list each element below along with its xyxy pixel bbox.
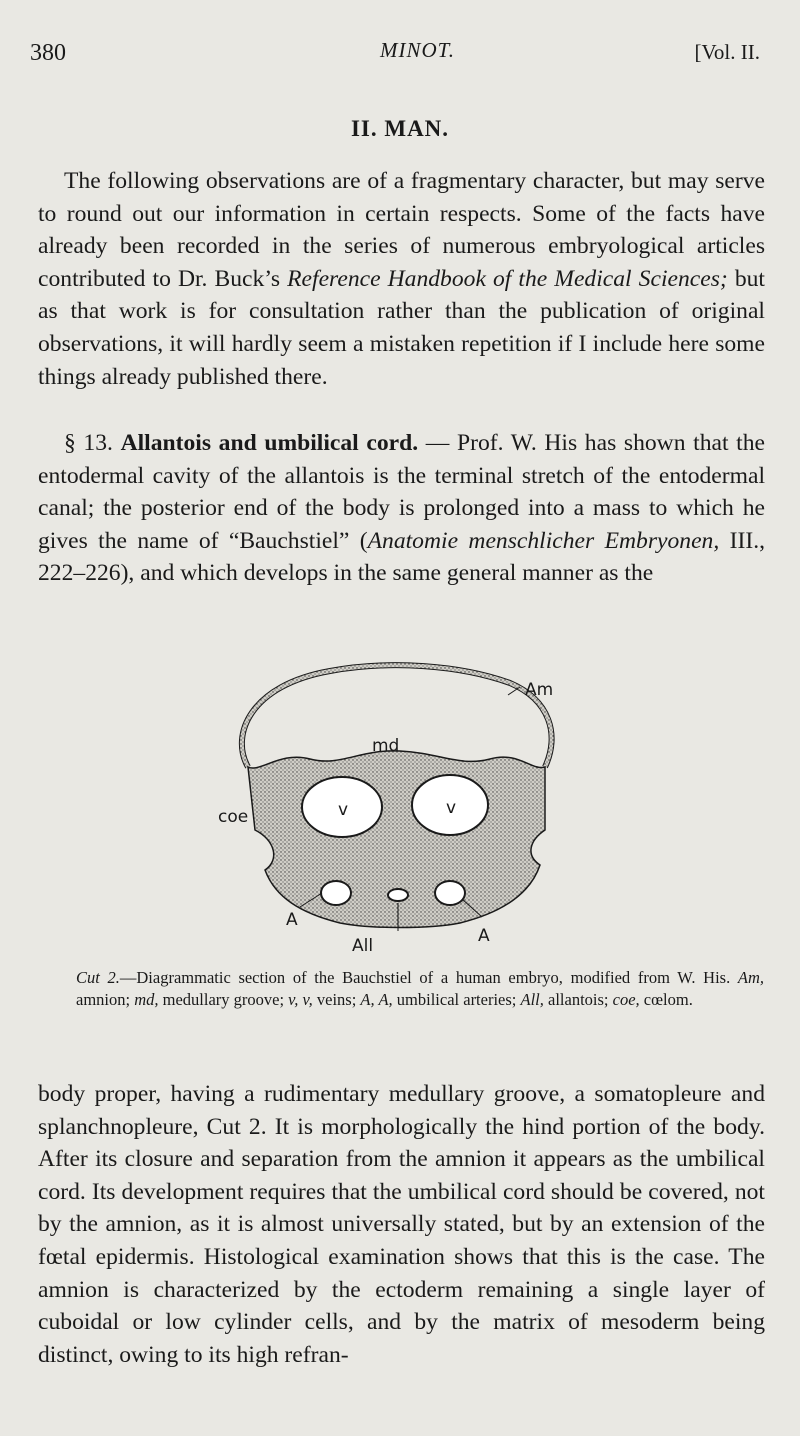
artery-left-shape [321, 881, 351, 905]
intro-text-2: but as that work is for consultation rather than the publication of original observations, it will hardly seem a mistaken repetition if I include here some things already published there. [38, 265, 765, 390]
figure-caption [76, 967, 764, 1011]
continuation-text: body proper, having a rudimentary medullary groove, a somatopleure and splanchnopleure, Cut 2. It is morphologically the hind portion of the body. After its closure and separation from the amnion it appears as the umbilical cord. Its development requires that the umbilical cord should be covered, not by the amnion, as it is almost universally stated, but by an extension of the fœtal epidermis. Histological examination shows that this is the case. The amnion is characterized by the ectoderm remaining a single layer of cuboidal or low cylinder cells, and by the matrix of mesoderm being distinct, owing to its high refran- [38, 1081, 765, 1368]
section-13-italic: Anatomie menschlicher Embryonen, [367, 527, 720, 554]
section-13-paragraph [38, 427, 765, 590]
label-artery-left: A [286, 910, 298, 930]
running-title: MINOT. [380, 38, 456, 62]
caption-desc: medullary groove; [158, 990, 289, 1009]
artery-right-shape [435, 881, 465, 905]
caption-desc: veins; [312, 990, 361, 1009]
caption-desc: allantois; [543, 990, 613, 1009]
page-header [30, 38, 760, 78]
continuation-paragraph [38, 1078, 765, 1371]
label-vein-left: v [338, 800, 349, 820]
intro-paragraph [38, 165, 765, 393]
caption-abbr: coe, [612, 990, 640, 1009]
label-coelom: coe [218, 807, 249, 827]
label-vein-right: v [446, 798, 457, 818]
allantois-shape [388, 889, 408, 901]
section-heading: Allantois and umbilical cord. [120, 430, 419, 456]
caption-text: —Diagrammatic section of the Bauchstiel of a human embryo, modified from W. His. [119, 968, 731, 987]
caption-desc: cœlom. [639, 990, 693, 1009]
bauchstiel-diagram [200, 655, 600, 955]
label-medullary-groove: md [372, 736, 400, 756]
label-amnion: Am [525, 680, 554, 700]
intro-italic-title: Reference Handbook of the Medical Sciences; [287, 265, 728, 292]
caption-abbr: v, v, [288, 990, 313, 1009]
caption-abbr: All, [520, 990, 544, 1009]
intro-text-1: The following observations are of a fragmentary character, but may serve to round out our information in certain respects. Some of the facts have already been recorded in the series of numerous embryological articles contributed to Dr. Buck’s [38, 168, 765, 292]
caption-desc: umbilical arteries; [392, 990, 521, 1009]
page-number: 380 [30, 40, 66, 66]
label-artery-right: A [478, 926, 490, 946]
label-allantois: All [352, 936, 374, 955]
caption-desc: amnion; [76, 990, 135, 1009]
section-number: § 13. [64, 430, 113, 456]
caption-abbr: Am, [737, 968, 764, 987]
caption-abbr: md, [134, 990, 159, 1009]
section-title: II. MAN. [350, 116, 450, 141]
caption-lead: Cut 2. [76, 968, 120, 987]
caption-abbr: A, A, [360, 990, 393, 1009]
section-13-text-1: — Prof. W. His has shown that the entodermal cavity of the allantois is the terminal stretch of the entodermal canal; the posterior end of the body is prolonged into a mass to which he gives the name of “Bauchstiel” ( [38, 430, 765, 554]
section-13-text-2: III., 222–226), and which develops in the same general manner as the [38, 527, 765, 587]
volume-label: [Vol. II. [694, 40, 760, 64]
